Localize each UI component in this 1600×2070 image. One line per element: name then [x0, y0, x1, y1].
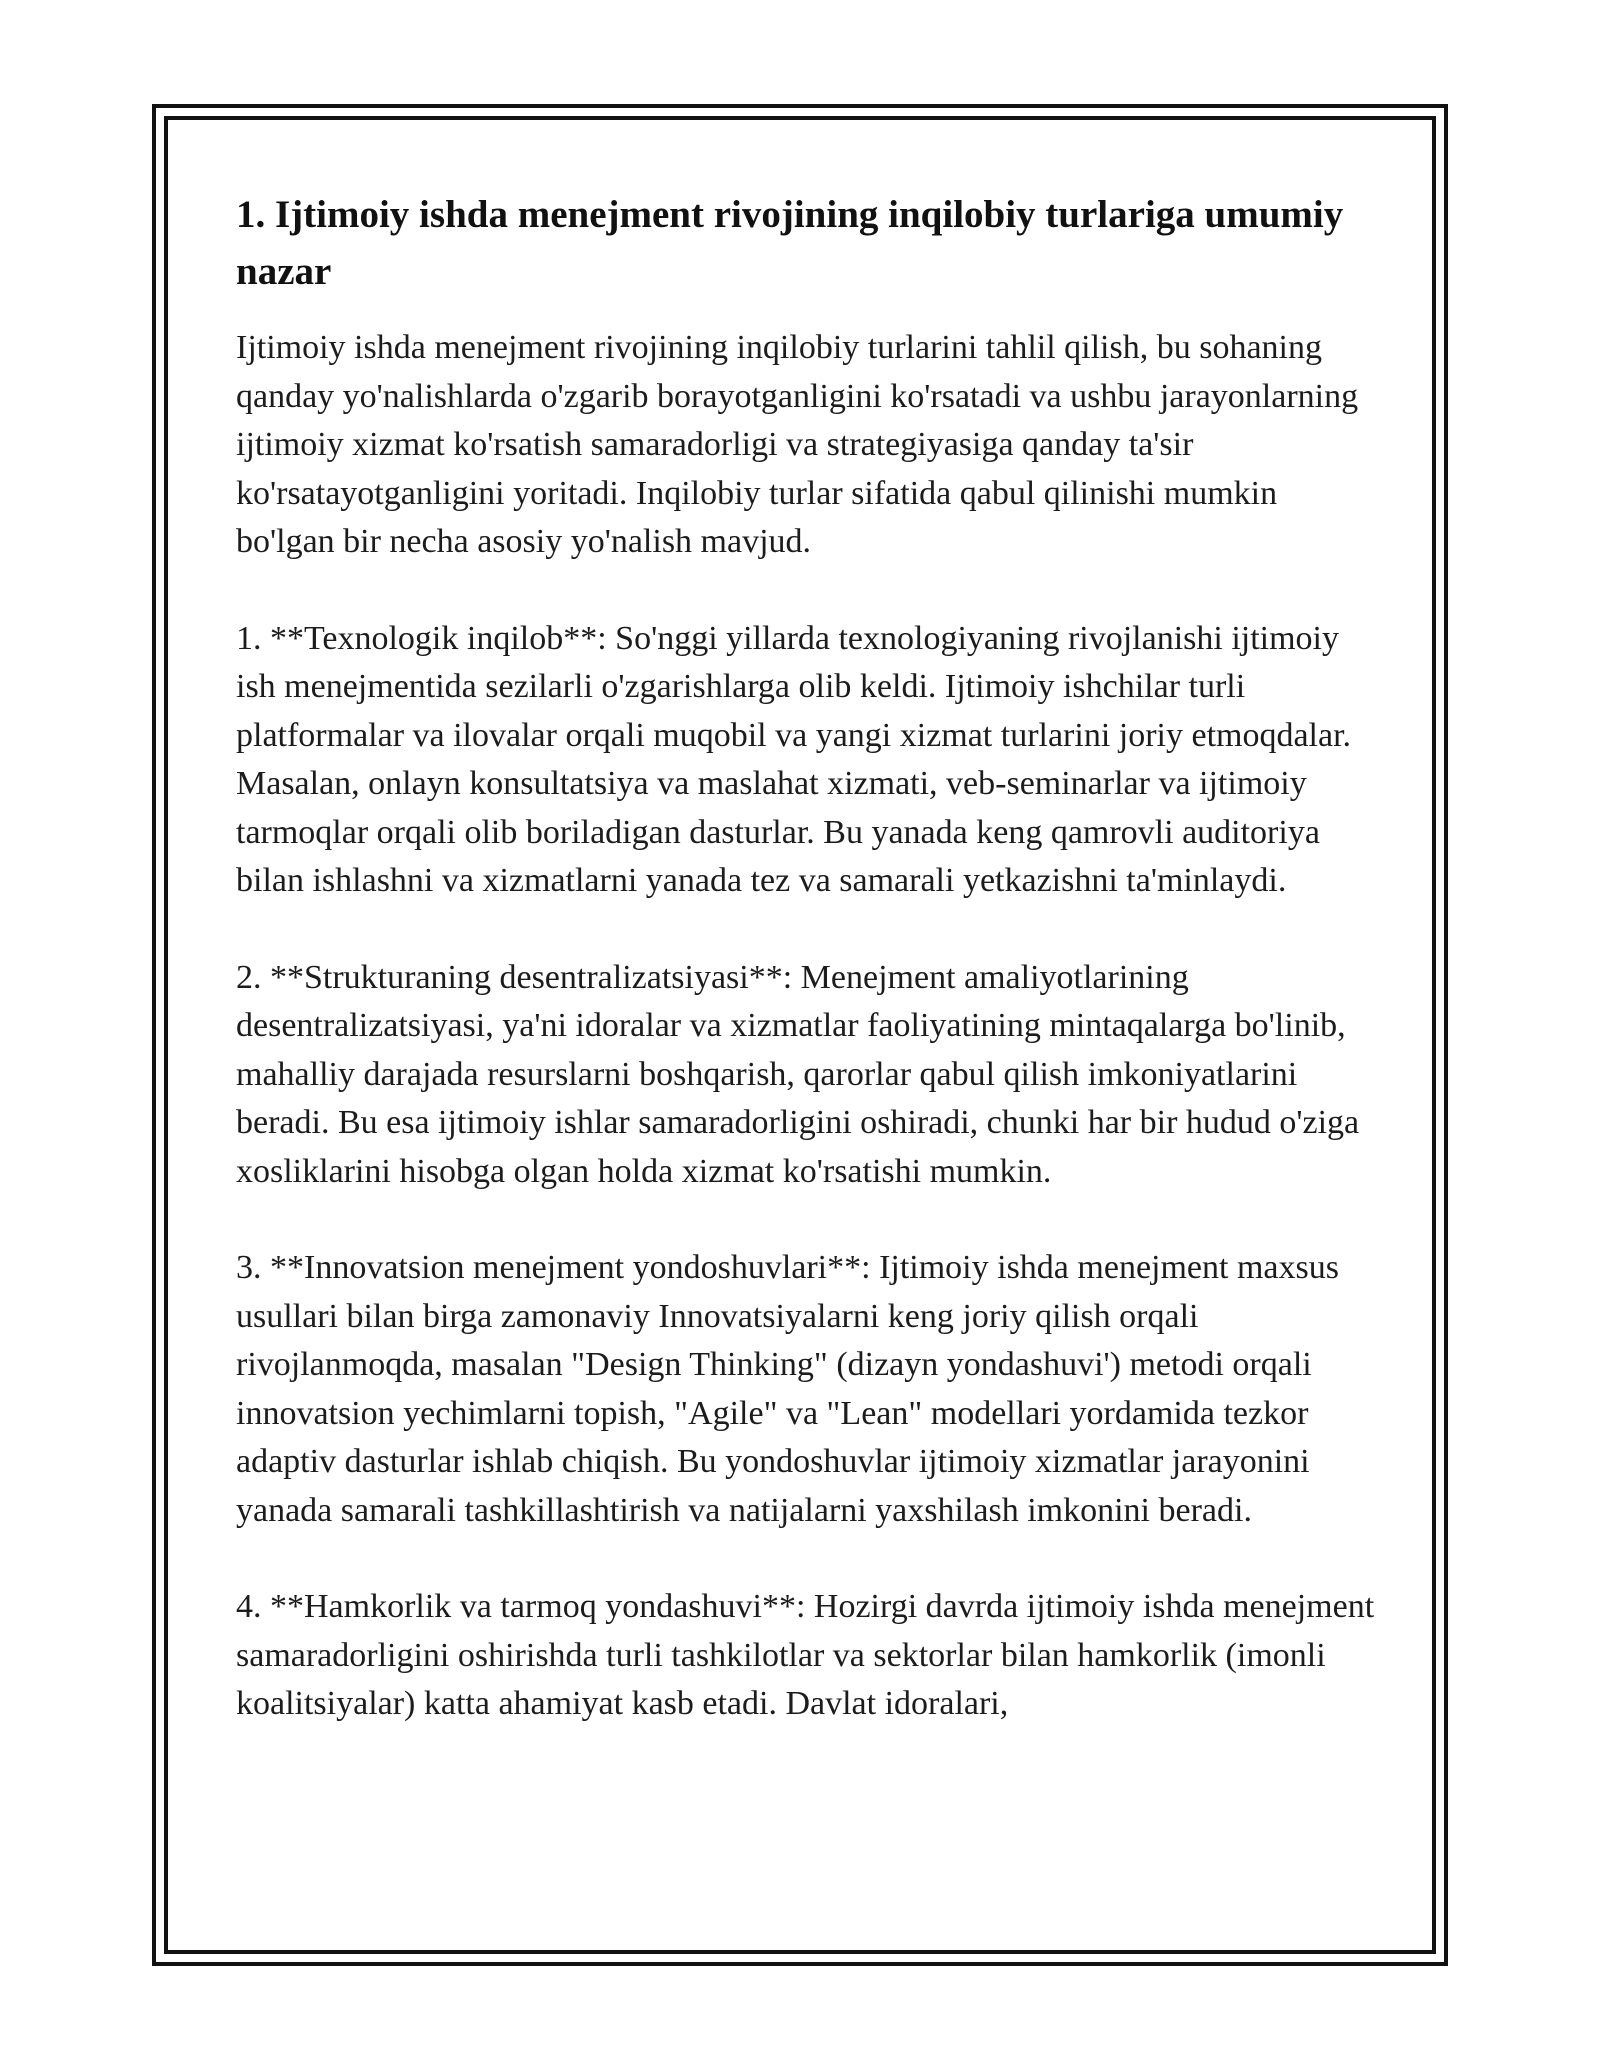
document-body: [236, 186, 1376, 1729]
paragraph-innovative-approaches: 3. **Innovatsion menejment yondoshuvlari**: Ijtimoiy ishda menejment maxsus usullari bilan birga zamonaviy Innovatsiyalarni keng joriy qilish orqali rivojlanmoqda, masalan "Design Thinking" (dizayn yondashuvi') metodi orqali innovatsion yechimlarni topish, "Agile" va "Lean" modellari yordamida tezkor adaptiv dasturlar ishlab chiqish. Bu yondoshuvlar ijtimoiy xizmatlar jarayonini yanada samarali tashkillashtirish va natijalarni yaxshilash imkonini beradi.: [236, 1249, 1339, 1529]
paragraph-technological-revolution: 1. **Texnologik inqilob**: So'nggi yillarda texnologiyaning rivojlanishi ijtimoiy ish menejmentida sezilarli o'zgarishlarga olib keldi. Ijtimoiy ishchilar turli platformalar va ilovalar orqali muqobil va yangi xizmat turlarini joriy etmoqdalar. Masalan, onlayn konsultatsiya va maslahat xizmati, veb-seminarlar va ijtimoiy tarmoqlar orqali olib boriladigan dasturlar. Bu yanada keng qamrovli auditoriya bilan ishlashni va xizmatlarni yanada tez va samarali yetkazishni ta'minlaydi.: [236, 619, 1352, 899]
intro-paragraph: Ijtimoiy ishda menejment rivojining inqilobiy turlarini tahlil qilish, bu sohaning qanday yo'nalishlarda o'zgarib borayotganligini ko'rsatadi va ushbu jarayonlarning ijtimoiy xizmat ko'rsatish samaradorligi va strategiyasiga qanday ta'sir ko'rsatayotganligini yoritadi. Inqilobiy turlar sifatida qabul qilinishi mumkin bo'lgan bir necha asosiy yo'nalish mavjud.: [236, 329, 1359, 560]
paragraph-cooperation-network: 4. **Hamkorlik va tarmoq yondashuvi**: Hozirgi davrda ijtimoiy ishda menejment samaradorligini oshirishda turli tashkilotlar va sektorlar bilan hamkorlik (imonli koalitsiyalar) katta ahamiyat kasb etadi. Davlat idoralari,: [236, 1588, 1375, 1722]
paragraph-decentralization: 2. **Strukturaning desentralizatsiyasi**: Menejment amaliyotlarining desentralizatsiyasi, ya'ni idoralar va xizmatlar faoliyatining mintaqalarga bo'linib, mahalliy darajada resurslarni boshqarish, qarorlar qabul qilish imkoniyatlarini beradi. Bu esa ijtimoiy ishlar samaradorligini oshiradi, chunki har bir hudud o'ziga xosliklarini hisobga olgan holda xizmat ko'rsatishi mumkin.: [236, 958, 1360, 1190]
section-heading: 1. Ijtimoiy ishda menejment rivojining inqilobiy turlariga umumiy nazar: [236, 193, 1344, 293]
